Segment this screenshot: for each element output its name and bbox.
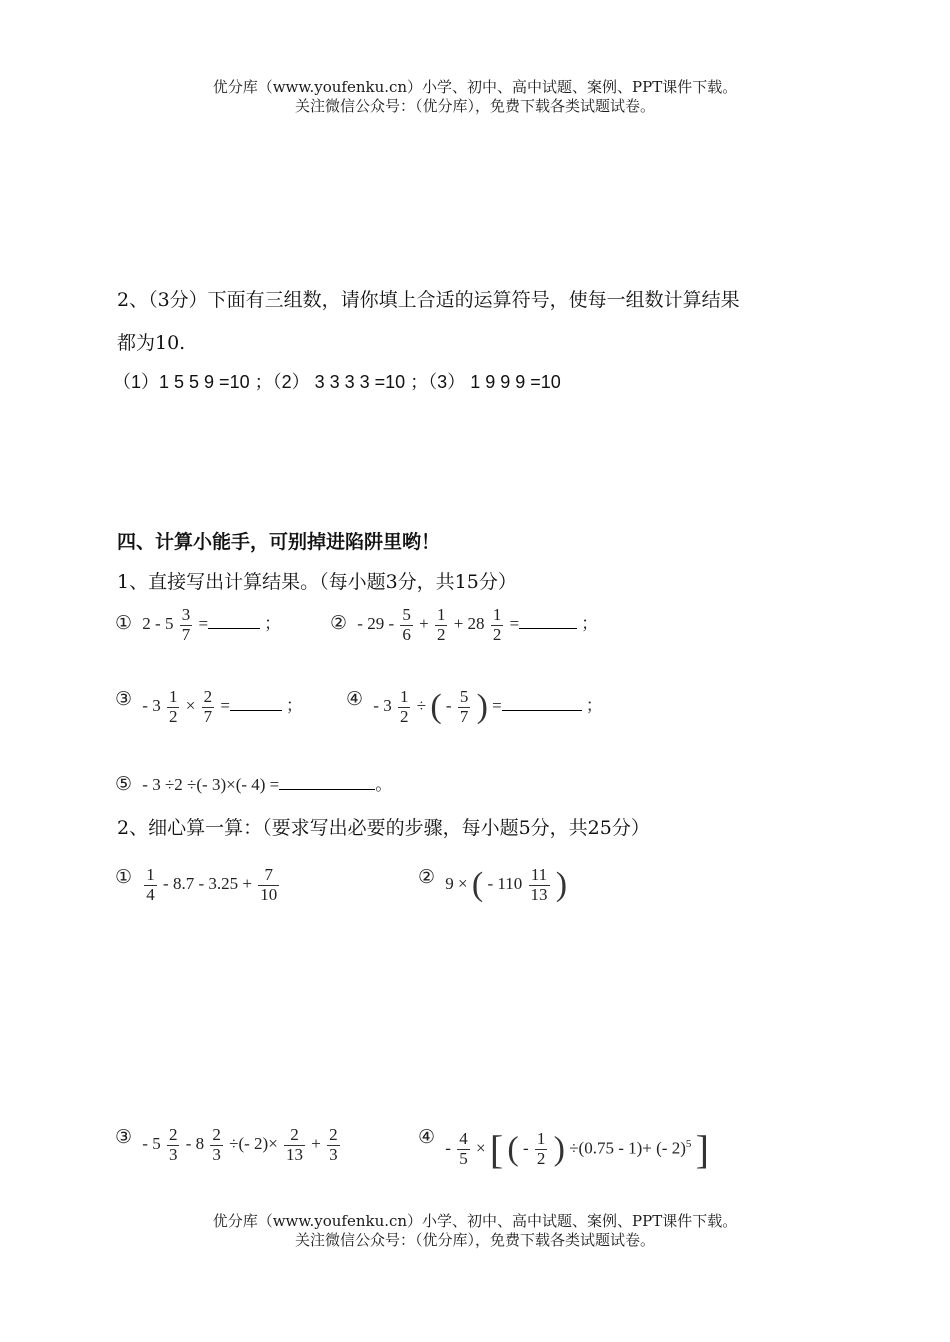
numerator: 11 (530, 865, 548, 884)
circle-number: ② (418, 866, 436, 888)
fraction (400, 606, 413, 644)
denominator: 3 (168, 1144, 178, 1164)
fraction (458, 688, 471, 726)
fraction (535, 1130, 548, 1168)
minus-sign: - (445, 696, 452, 716)
right-paren: ) (476, 688, 488, 726)
expr-text: - 3 (142, 696, 161, 716)
q2-line-2: 都为10. (117, 332, 186, 354)
fraction (167, 1126, 180, 1164)
fraction (398, 688, 411, 726)
denominator: 13 (530, 884, 548, 904)
fraction (327, 1126, 340, 1164)
page-footer (0, 1212, 950, 1250)
page-header (0, 78, 950, 116)
expr-text: - 8 (185, 1134, 205, 1154)
denominator: 3 (329, 1144, 338, 1164)
problem-2-4 (418, 1126, 709, 1173)
plus-sign: + (419, 614, 429, 634)
semicolon: ； (285, 696, 303, 716)
expr-text: - 110 (487, 874, 523, 894)
section-4-part-2: 2、细心算一算：（要求写出必要的步骤，每小题5分，共25分） (117, 817, 650, 839)
problem-1-5 (115, 770, 392, 795)
right-paren: ) (555, 866, 568, 904)
numerator: 4 (459, 1129, 468, 1149)
answer-blank (230, 709, 282, 711)
fraction (284, 1126, 305, 1164)
circle-number: ④ (418, 1126, 436, 1148)
fraction (180, 606, 193, 644)
answer-blank (279, 788, 375, 790)
expr-text: - 5 (142, 1134, 161, 1154)
answer-blank (519, 627, 577, 629)
answer-blank (208, 627, 260, 629)
numerator: 2 (212, 1125, 221, 1144)
left-bracket: [ (489, 1127, 504, 1172)
period: 。 (375, 775, 393, 794)
minus-sign: - (522, 1138, 529, 1158)
expr-text: - 8.7 - 3.25 + (163, 874, 252, 894)
plus-sign: + (311, 1134, 321, 1154)
header-line-2: 关注微信公众号：（优分库），免费下载各类试题试卷。 (294, 97, 655, 115)
footer-line-1: 优分库（www.youfenku.cn）小学、初中、高中试题、案例、PPT课件下载。 (212, 1212, 738, 1230)
equals-sign: = (198, 614, 209, 634)
semicolon: ； (585, 696, 603, 716)
circle-number: ② (330, 612, 348, 635)
denominator: 2 (536, 1149, 546, 1168)
equals-sign: = (509, 614, 520, 634)
expr-text: - 29 - (357, 614, 395, 634)
expr-text: + 28 (453, 614, 485, 634)
numerator: 1 (146, 865, 155, 884)
numerator: 1 (492, 605, 502, 624)
numerator: 2 (203, 687, 213, 706)
expr-text: - 3 (373, 696, 392, 716)
numerator: 1 (536, 1129, 546, 1149)
semicolon: ； (264, 614, 282, 634)
denominator: 6 (402, 624, 411, 644)
circle-number: ④ (346, 688, 364, 710)
circle-number: ⑤ (115, 773, 133, 795)
numerator: 2 (290, 1125, 299, 1144)
fraction (210, 1126, 223, 1164)
minus-sign: - (445, 1138, 451, 1158)
fraction (202, 688, 215, 726)
numerator: 2 (168, 1125, 178, 1144)
fraction (435, 606, 448, 644)
semicolon: ； (581, 614, 599, 634)
circle-number: ① (115, 612, 133, 635)
denominator: 4 (146, 884, 155, 904)
circle-number: ① (115, 866, 133, 888)
right-paren: ) (553, 1130, 565, 1168)
fraction (529, 866, 550, 904)
equals-sign: = (220, 696, 230, 716)
times-sign: × (185, 696, 196, 716)
q2-line-1: 2、（3分）下面有三组数，请你填上合适的运算符号，使每一组数计算结果 (117, 289, 740, 311)
times-sign: × (475, 1138, 486, 1158)
circle-number: ③ (115, 688, 133, 710)
numerator: 2 (329, 1125, 338, 1144)
fraction (491, 606, 504, 644)
problem-1-3 (115, 688, 303, 726)
numerator: 1 (436, 605, 446, 624)
numerator: 3 (181, 605, 191, 624)
section-4-part-1: 1、直接写出计算结果。（每小题3分，共15分） (117, 571, 517, 593)
denominator: 7 (181, 624, 191, 644)
numerator: 5 (402, 605, 411, 624)
right-bracket: ] (695, 1127, 709, 1172)
problem-2-3 (115, 1126, 342, 1164)
fraction (167, 688, 180, 726)
circle-number: ③ (115, 1126, 133, 1148)
problem-1-4 (346, 688, 603, 726)
numerator: 1 (168, 687, 178, 706)
numerator: 5 (459, 687, 469, 706)
expr-text: ÷(0.75 - 1)+ (- 2) (569, 1138, 686, 1158)
problem-2-2 (418, 866, 567, 904)
denominator: 5 (459, 1149, 468, 1168)
left-paren: ( (471, 866, 484, 904)
left-paren: ( (507, 1130, 519, 1168)
denominator: 2 (492, 624, 502, 644)
problem-1-1 (115, 606, 281, 644)
expr-text: 2 - 5 (142, 614, 174, 634)
problem-2-1 (115, 866, 281, 904)
expr-text: ÷(- 2)× (229, 1134, 278, 1154)
denominator: 3 (212, 1144, 221, 1164)
answer-blank (502, 709, 582, 711)
exponent: 5 (685, 1137, 692, 1150)
divide-sign: ÷ (416, 696, 427, 716)
denominator: 10 (260, 884, 278, 904)
q2-line-3: （1）1 5 5 9 =10 ；（2） 3 3 3 3 =10 ；（3） 1 9 9 9 =10 (113, 372, 561, 392)
footer-line-2: 关注微信公众号：（优分库），免费下载各类试题试卷。 (294, 1231, 655, 1249)
fraction (144, 866, 157, 904)
fraction (258, 866, 279, 904)
section-4-title: 四、计算小能手，可别掉进陷阱里哟！ (117, 531, 441, 553)
equals-sign: = (492, 696, 502, 716)
numerator: 1 (399, 687, 409, 706)
numerator: 7 (264, 865, 273, 884)
denominator: 13 (286, 1144, 304, 1164)
expr-text: - 3 ÷2 ÷(- 3)×(- 4) = (142, 775, 280, 794)
denominator: 7 (203, 706, 213, 726)
header-line-1: 优分库（www.youfenku.cn）小学、初中、高中试题、案例、PPT课件下载。 (212, 78, 738, 96)
fraction (457, 1130, 470, 1168)
denominator: 2 (399, 706, 409, 726)
problem-1-2 (330, 606, 598, 644)
expr-text: 9 × (445, 874, 468, 894)
denominator: 2 (168, 706, 178, 726)
denominator: 7 (459, 706, 469, 726)
left-paren: ( (430, 688, 442, 726)
denominator: 2 (436, 624, 446, 644)
